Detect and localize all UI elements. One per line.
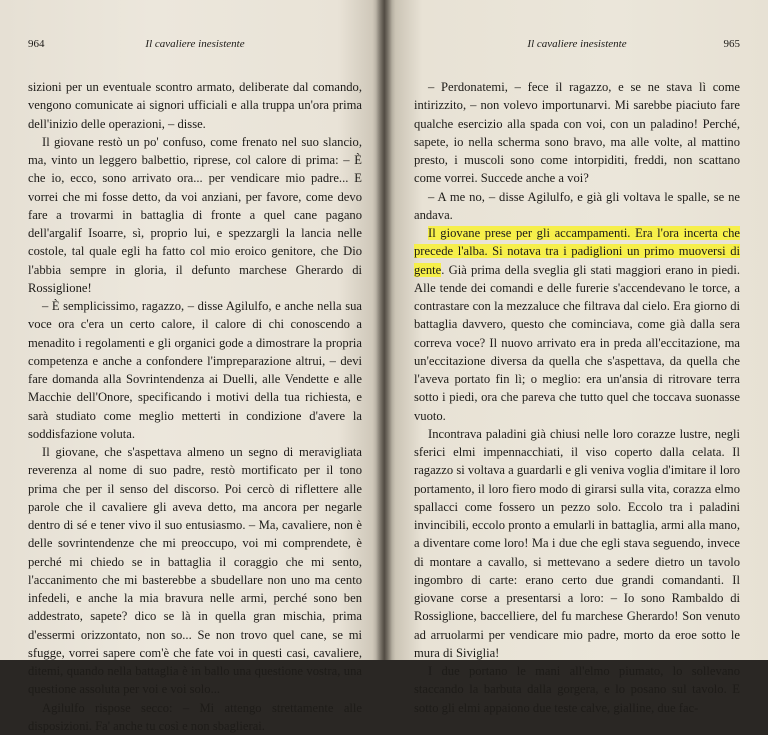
running-title: Il cavaliere inesistente <box>28 34 362 54</box>
left-page-body <box>28 78 362 735</box>
paragraph: – A me no, – disse Agilulfo, e già gli voltava le spalle, se ne andava. <box>414 188 740 225</box>
highlighted-text[interactable]: Il giovane prese per gli accampamenti. Era l'ora incerta che precede l'alba. Si notava tra i padiglioni un primo muoversi di gente <box>414 226 740 277</box>
right-page-body <box>414 78 740 717</box>
paragraph: Il giovane, che s'aspettava almeno un segno di meravigliata reverenza al nome di suo padre, restò mortificato per il tono prima che per il senso del discorso. Poi cercò di riflettere alle parole che il cavaliere gli aveva detto, ma ancora per negarle dentro di sé e tener vivo il suo entusiasmo. – Ma, cavaliere, non è delle sovrintendenze che mi preoccupo, voi mi comprendete, è perché mi chiedo se in battaglia il coraggio che mi sento, l'accanimento che mi basterebbe a sbudellare non uno ma cento infedeli, e anche la mia bravura nelle armi, perché sono ben addestrato, sapete? dico se là in quella gran mischia, prima d'essermi orizzontato, non so... Se non trovo quel cane, se mi sfugge, vorrei sapere com'è che fate voi in questi casi, cavaliere, ditemi, quando nella battaglia è in ballo una questione vostra, una questione assoluta per voi e voi solo... <box>28 443 362 699</box>
left-page-header <box>28 34 362 54</box>
page-number: 965 <box>724 34 741 54</box>
paragraph: Il giovane restò un po' confuso, come frenato nel suo slancio, ma, vinto un leggero balbettio, riprese, col calore di prima: – È che io, ecco, sono arrivato ora... per vendicare mio padre... E vorrei che mi fosse detto, da voi anziani, per favore, come devo fare a trovarmi in battaglia di fronte a quel cane pagano dell'argalif Isoarre, sì, proprio lui, e spezzargli la lancia nelle costole, tal quale egli ha fatto col mio eroico genitore, che Dio l'abbia sempre in gloria, il defunto marchese Gherardo di Rossiglione! <box>28 133 362 297</box>
page-number: 964 <box>28 34 45 54</box>
running-title: Il cavaliere inesistente <box>414 34 740 54</box>
book-gutter <box>376 0 392 660</box>
paragraph-continuation: . Già prima della sveglia gli stati maggiori erano in piedi. Alle tende dei comandi e delle furerie s'accendevano le torce, a contrastare con la mezzaluce che filtrava dal cielo. Era giorno di battaglia davvero, questo che cominciava, come già dalla sera correva voce? Il nuovo arrivato era in preda all'eccitazione, ma un'eccitazione diversa da quella che s'aspettava, da quella che l'aveva portato fin lì; o meglio: era un'ansia di ritrovare terra sotto i piedi, ora che pareva che tutto quel che toccava suonasse vuoto. <box>414 263 740 423</box>
paragraph: sizioni per un eventuale scontro armato, deliberate dal comando, vengono comunicate ai signori ufficiali e alla truppa un'ora prima dell'inizio delle operazioni, – disse. <box>28 78 362 133</box>
paragraph: I due portano le mani all'elmo piumato, lo sollevano staccando la barbuta dalla gorgera, e lo posano sul tavolo. E sotto gli elmi appaiono due teste calve, gialline, due fac- <box>414 662 740 717</box>
paragraph: Incontrava paladini già chiusi nelle loro corazze lustre, negli sferici elmi impennacchiati, il viso coperto dalla celata. Il ragazzo si voltava a guardarli e gli veniva voglia d'imitare il loro portamento, il loro fiero modo di girarsi sulla vita, corazza elmo spallacci come fossero un pezzo solo. Eccolo tra i paladini invincibili, eccolo pronto a emularli in battaglia, armi alla mano, a diventare come loro! Ma i due che egli stava seguendo, invece di montare a cavallo, si mettevano a sedere dietro un tavolo ingombro di carte: erano certo due grandi comandanti. Il giovane corse a presentarsi a loro: – Io sono Rambaldo di Rossiglione, baccelliere, del fu marchese Gherardo! Son venuto ad arruolarmi per vendicare mio padre, morto da eroe sotto le mura di Siviglia! <box>414 425 740 662</box>
highlighted-paragraph <box>414 224 740 425</box>
paragraph: – Perdonatemi, – fece il ragazzo, e se ne stava lì come intirizzito, – non volevo importunarvi. Mi sarebbe piaciuto fare qualche esercizio alla spada con voi, con un paladino! Perché, sapete, io nella scherma sono bravo, ma alle volte, al mattino presto, i muscoli sono come intorpiditi, freddi, non scattano come vorrei. Succede anche a voi? <box>414 78 740 188</box>
right-page-header <box>414 34 740 54</box>
right-page <box>384 0 768 660</box>
paragraph: Agilulfo rispose secco: – Mi attengo strettamente alle disposizioni. Fa' anche tu così e non sbaglierai. <box>28 699 362 735</box>
paragraph: – È semplicissimo, ragazzo, – disse Agilulfo, e anche nella sua voce ora c'era un certo calore, il calore di chi conoscendo a menadito i regolamenti e gli organici gode a dimostrare la propria competenza e anche a confondere l'impreparazione altrui, – devi fare domanda alla Sovrintendenza ai Duelli, alle Vendette e alle Macchie dell'Onore, specificando i motivi della tua richiesta, e sarà studiato come meglio metterti in condizione d'avere la soddisfazione voluta. <box>28 297 362 443</box>
left-page <box>0 0 384 660</box>
